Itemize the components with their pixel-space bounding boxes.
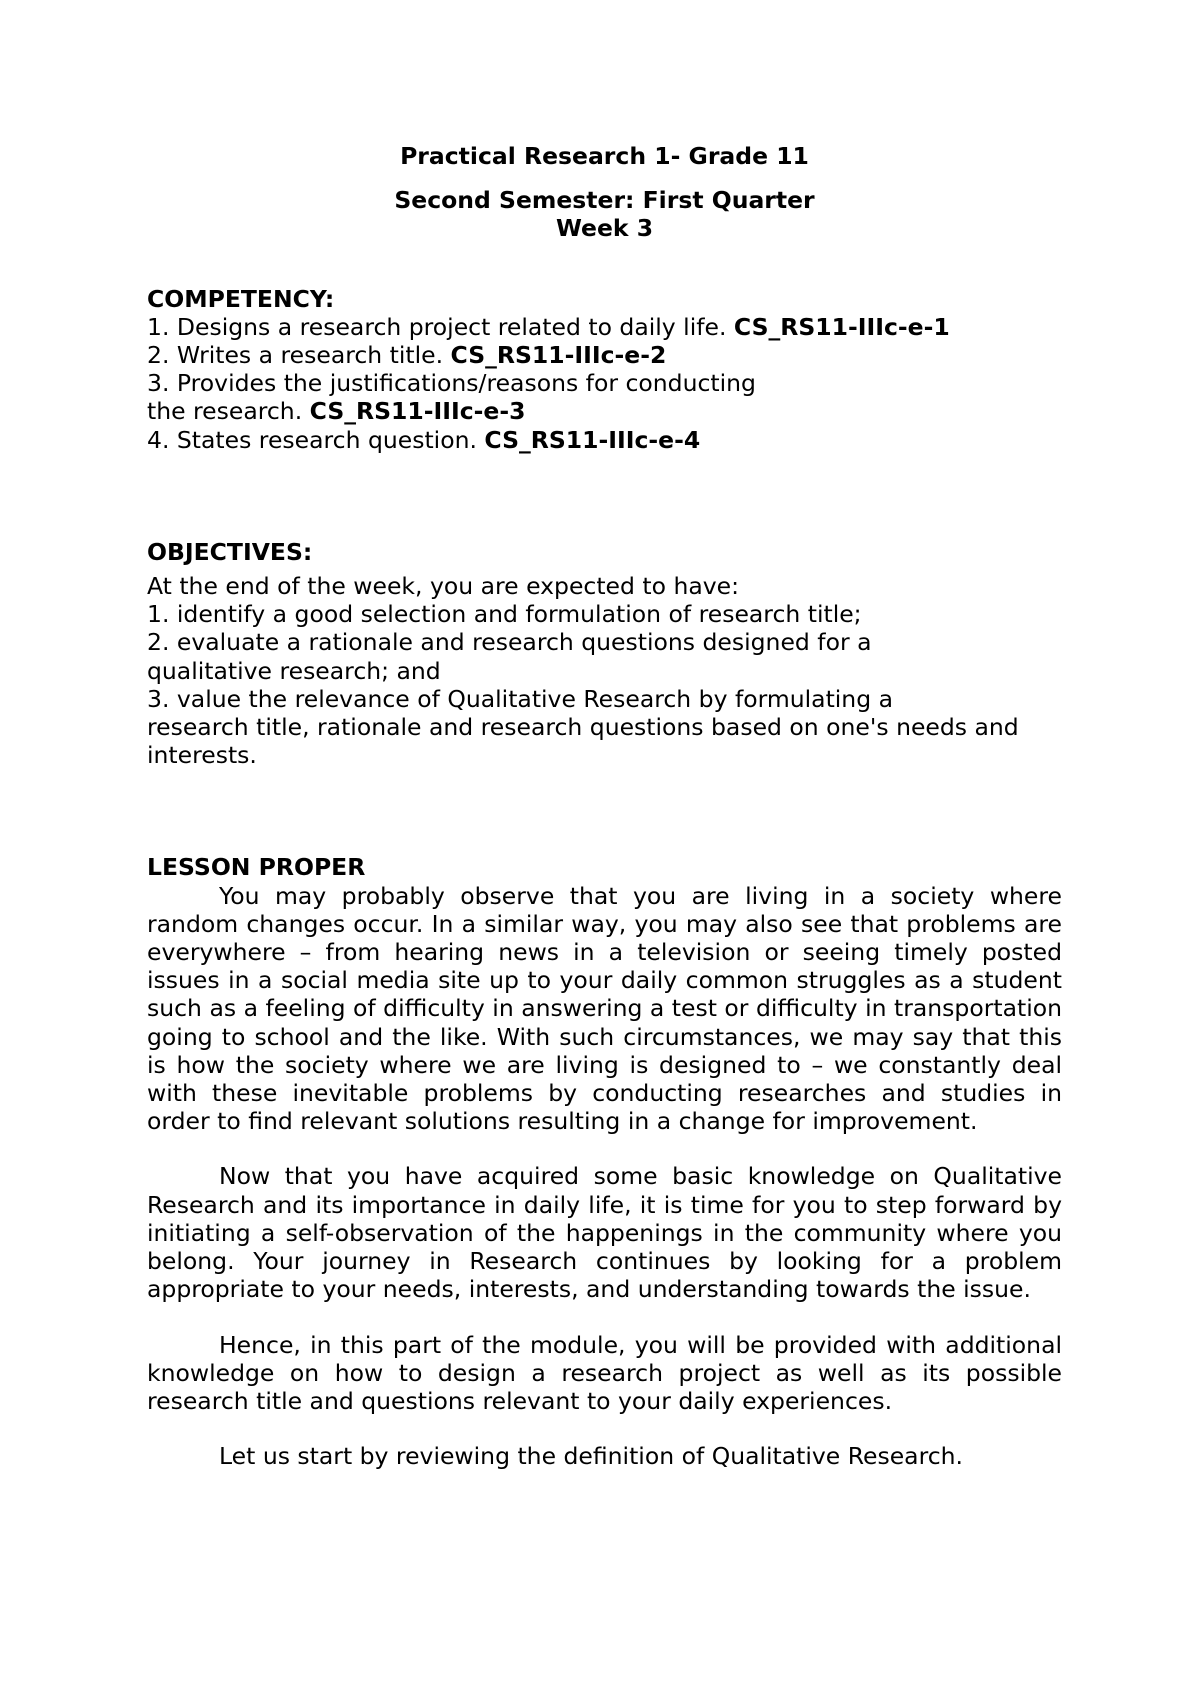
competency-text: 2. Writes a research title. — [147, 341, 451, 370]
competency-section — [147, 285, 1062, 454]
lesson-paragraph: Hence, in this part of the module, you will be provided with additional knowledge on how to design a research project as well as its possible research title and questions relevant to your daily experiences. — [147, 1330, 1062, 1415]
objective-item: 2. evaluate a rationale and research questions designed for a — [147, 628, 872, 657]
competency-code: CS_RS11-IIIc-e-4 — [484, 425, 701, 454]
competency-item — [147, 341, 1062, 369]
competency-item — [147, 397, 1062, 425]
semester-label: Second Semester: First Quarter — [394, 186, 815, 215]
objective-item: 3. value the relevance of Qualitative Research by formulating a — [147, 684, 893, 713]
competency-text: the research. — [147, 397, 310, 426]
document-title: Practical Research 1- Grade 11 — [400, 142, 809, 170]
objectives-heading: OBJECTIVES: — [147, 537, 313, 566]
objectives-section — [147, 538, 1062, 770]
competency-heading: COMPETENCY: — [147, 284, 335, 313]
objectives-intro: At the end of the week, you are expected to have: — [147, 572, 740, 601]
competency-item — [147, 369, 1062, 397]
competency-item — [147, 313, 1062, 341]
lesson-heading: LESSON PROPER — [147, 853, 366, 882]
lesson-paragraph: Let us start by reviewing the definition of Qualitative Research. — [219, 1442, 964, 1471]
lesson-paragraph: You may probably observe that you are living in a society where random changes occur. In a similar way, you may also see that problems are everywhere – from hearing news in a television or seeing timely posted issues in a social media site up to your daily common struggles as a student such as a feeling of difficulty in answering a test or difficulty in transportation going to school and the like. With such circumstances, we may say that this is how the society where we are living is designed to – we constantly deal with these inevitable problems by conducting researches and studies in order to find relevant solutions resulting in a change for improvement. — [147, 881, 1062, 1136]
document-page — [147, 142, 1062, 1470]
competency-code: CS_RS11-IIIc-e-2 — [450, 341, 667, 370]
objective-item-continued: research title, rationale and research questions based on one's needs and — [147, 713, 1019, 742]
competency-text: 4. States research question. — [147, 425, 485, 454]
lesson-paragraph: Now that you have acquired some basic knowledge on Qualitative Research and its importance in daily life, it is time for you to step forward by initiating a self-observation of the happenings in the community where you belong. Your journey in Research continues by looking for a problem appropriate to your needs, interests, and understanding towards the issue. — [147, 1162, 1062, 1304]
competency-text: 3. Provides the justifications/reasons for conducting — [147, 369, 756, 398]
objective-item: 1. identify a good selection and formulation of research title; — [147, 600, 862, 629]
week-label: Week 3 — [555, 214, 654, 243]
competency-text: 1. Designs a research project related to daily life. — [147, 312, 734, 341]
objective-item-continued: qualitative research; and — [147, 656, 441, 685]
objective-item-continued: interests. — [147, 741, 257, 770]
lesson-section — [147, 853, 1062, 1470]
competency-code: CS_RS11-IIIc-e-3 — [309, 397, 526, 426]
competency-item — [147, 426, 1062, 454]
competency-code: CS_RS11-IIIc-e-1 — [733, 312, 950, 341]
